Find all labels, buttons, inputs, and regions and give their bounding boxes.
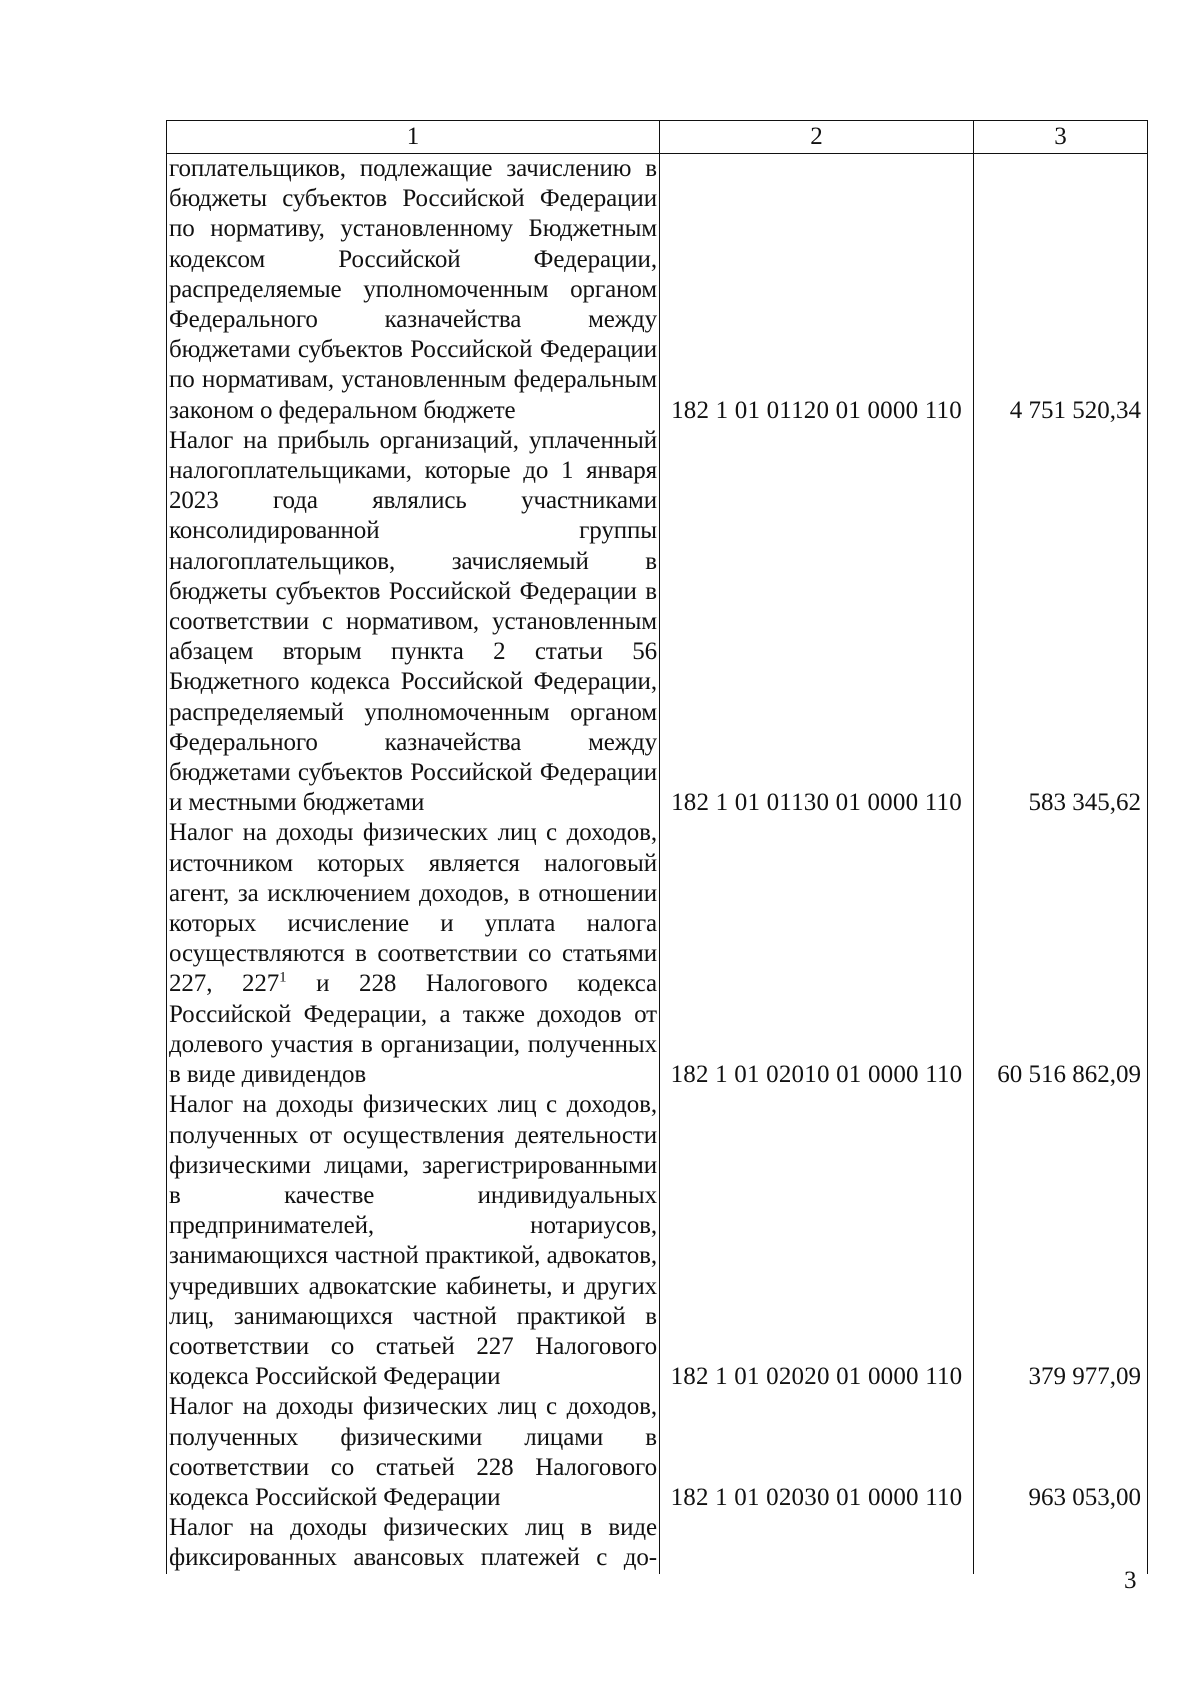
- table-row: [167, 1090, 1148, 1392]
- row-description: Налог на доходы физических лиц в виде фиксированных авансовых платежей с до-: [167, 1513, 660, 1573]
- column-header-3: 3: [974, 121, 1148, 154]
- row-description: [167, 818, 660, 1090]
- row-description: Налог на прибыль организаций, уплаченный налогоплательщиками, которые до 1 января 2023 года являлись участниками консолидированной группы налогоплательщиков, зачисляемый в бюджеты субъектов Российской Федерации в соответствии с нормативом, установленным абзацем вторым пункта 2 статьи 56 Бюджетного кодекса Российской Федерации, распределяемый уполномоченным органом Федерального казначейства между бюджетами субъектов Российской Федерации и местными бюджетами: [167, 426, 660, 819]
- row-description: Налог на доходы физических лиц с доходов, полученных от осуществления деятельности физическими лицами, зарегистрированными в качестве индивидуальных предпринимателей, нотариусов, занимающихся частной практикой, адвокатов, учредивших адвокатские кабинеты, и других лиц, занимающихся частной практикой в соответствии со статьей 227 Налогового кодекса Российской Федерации: [167, 1090, 660, 1392]
- table-row: [167, 154, 1148, 426]
- table-row: [167, 426, 1148, 819]
- row-amount: 379 977,09: [974, 1090, 1148, 1392]
- page-number: 3: [1124, 1567, 1137, 1594]
- table-row: [167, 818, 1148, 1090]
- row-budget-code: [660, 1513, 974, 1573]
- row-amount: 4 751 520,34: [974, 154, 1148, 426]
- row-amount: [974, 1513, 1148, 1573]
- table-header-row: [167, 121, 1148, 154]
- row-description-part: Налог на доходы физических лиц с доходов, источником которых является налоговый агент, за исключением доходов, в отношении которых исчисление и уплата налога осуществляются в соответствии со статьями 227, 227: [169, 819, 657, 998]
- column-header-1: 1: [167, 121, 660, 154]
- superscript-marker: 1: [279, 970, 287, 987]
- row-description: гоплательщиков, подлежащие зачислению в бюджеты субъектов Российской Федерации по нормативу, установленному Бюджетным кодексом Российской Федерации, распределяемые уполномоченным органом Федерального казначейства между бюджетами субъектов Российской Федерации по нормативам, установленным федеральным законом о федеральном бюджете: [167, 154, 660, 426]
- table-row-continued: [167, 1513, 1148, 1573]
- row-budget-code: 182 1 01 01120 01 0000 110: [660, 154, 974, 426]
- row-amount: 583 345,62: [974, 426, 1148, 819]
- row-description: Налог на доходы физических лиц с доходов, полученных физическими лицами в соответствии со статьей 228 Налогового кодекса Российской Федерации: [167, 1392, 660, 1513]
- row-budget-code: 182 1 01 02010 01 0000 110: [660, 818, 974, 1090]
- column-header-2: 2: [660, 121, 974, 154]
- revenue-table: [166, 120, 1148, 1574]
- row-budget-code: 182 1 01 02030 01 0000 110: [660, 1392, 974, 1513]
- row-budget-code: 182 1 01 02020 01 0000 110: [660, 1090, 974, 1392]
- table-row: [167, 1392, 1148, 1513]
- row-budget-code: 182 1 01 01130 01 0000 110: [660, 426, 974, 819]
- row-amount: 963 053,00: [974, 1392, 1148, 1513]
- row-description-part: и 228 Налогового кодекса Российской Федерации, а также доходов от долевого участия в организации, полученных в виде дивидендов: [169, 970, 657, 1089]
- row-amount: 60 516 862,09: [974, 818, 1148, 1090]
